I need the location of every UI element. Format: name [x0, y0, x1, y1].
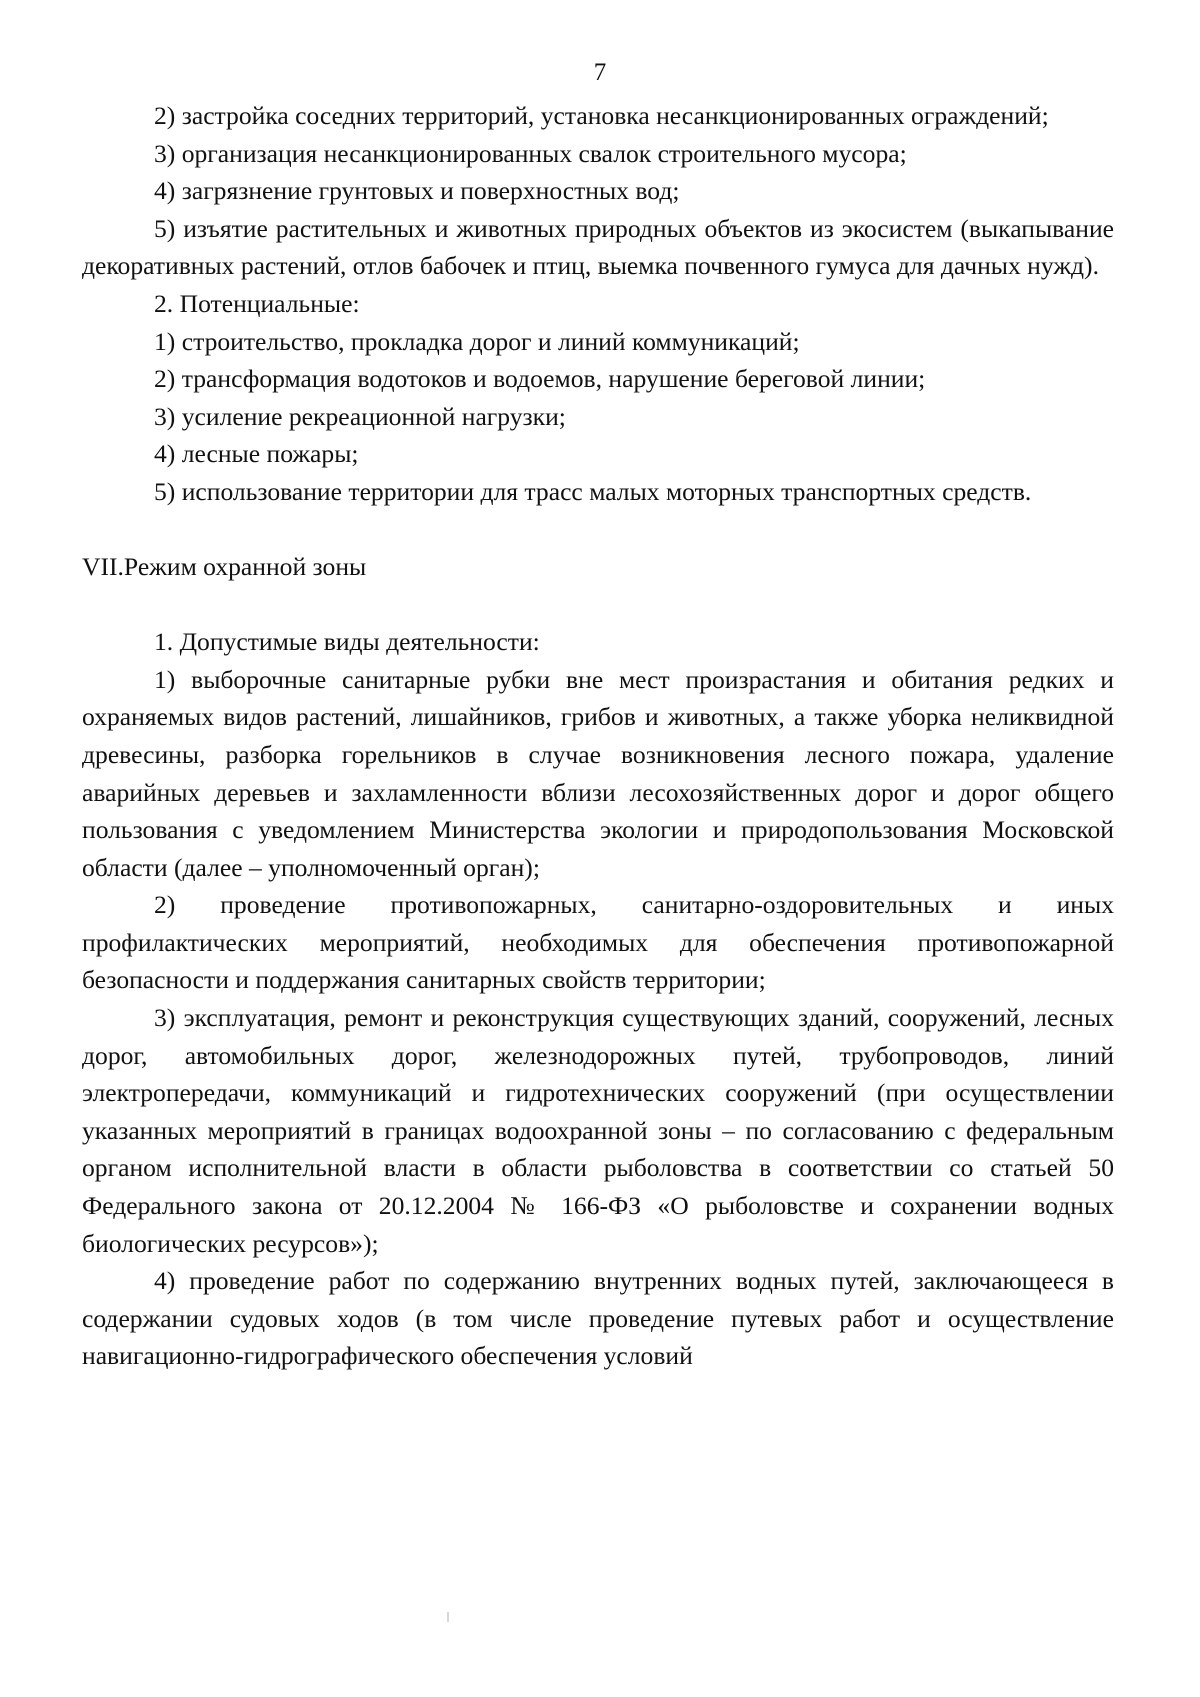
potential-item-3-recreation: 3) усиление рекреационной нагрузки;	[154, 401, 566, 431]
allowed-item-4-waterways: 4) проведение работ по содержанию внутренних водных путей, заключающееся в содержании судовых ходов (в том числе проведение путевых работ и осуществление навигационно-гидрографического обеспечения условий	[82, 1266, 1114, 1371]
potential-item-2-watercourses: 2) трансформация водотоков и водоемов, нарушение береговой линии;	[154, 364, 926, 394]
document-body	[82, 97, 1114, 1375]
section-heading: VII.Режим охранной зоны	[82, 551, 367, 581]
allowed-item-3-maintenance: 3) эксплуатация, ремонт и реконструкция существующих зданий, сооружений, лесных дорог, автомобильных дорог, железнодорожных путей, трубопроводов, линий электропередачи, коммуникаций и гидротехнических сооружений (при осуществлении указанных мероприятий в границах водоохранной зоны – по согласованию с федеральным органом исполнительной власти в области рыболовства в соответствии со статьей 50 Федерального закона от 20.12.2004 № 166-ФЗ «О рыболовстве и сохранении водных биологических ресурсов»);	[82, 1003, 1114, 1258]
allowed-activities-heading: 1. Допустимые виды деятельности:	[154, 627, 540, 657]
allowed-item-1-sanitary-felling: 1) выборочные санитарные рубки вне мест произрастания и обитания редких и охраняемых видов растений, лишайников, грибов и животных, а также уборка неликвидной древесины, разборка горельников в случае возникновения лесного пожара, удаление аварийных деревьев и захламленности вблизи лесохозяйственных дорог и дорог общего пользования с уведомлением Министерства экологии и природопользования Московской области (далее – уполномоченный орган);	[82, 664, 1114, 882]
potential-item-1-construction: 1) строительство, прокладка дорог и линий коммуникаций;	[154, 326, 800, 356]
allowed-item-2-fire-prevention: 2) проведение противопожарных, санитарно-оздоровительных и иных профилактических мероприятий, необходимых для обеспечения противопожарной безопасности и поддержания санитарных свойств территории;	[82, 890, 1114, 995]
potential-threats-heading: 2. Потенциальные:	[154, 288, 360, 318]
potential-item-4-fires: 4) лесные пожары;	[154, 439, 359, 469]
page-number: 7	[593, 59, 607, 86]
threat-item-2-fencing: 2) застройка соседних территорий, установка несанкционированных ограждений;	[154, 101, 1049, 130]
potential-item-5-vehicles: 5) использование территории для трасс малых моторных транспортных средств.	[154, 476, 1032, 506]
threat-item-3-dumps: 3) организация несанкционированных свалок строительного мусора;	[154, 138, 907, 168]
threat-item-4-water-pollution: 4) загрязнение грунтовых и поверхностных вод;	[154, 176, 680, 206]
scan-artifact	[447, 1612, 449, 1622]
threat-item-5-removal: 5) изъятие растительных и животных природных объектов из экосистем (выкапывание декоративных растений, отлов бабочек и птиц, выемка почвенного гумуса для дачных нужд).	[82, 213, 1114, 281]
